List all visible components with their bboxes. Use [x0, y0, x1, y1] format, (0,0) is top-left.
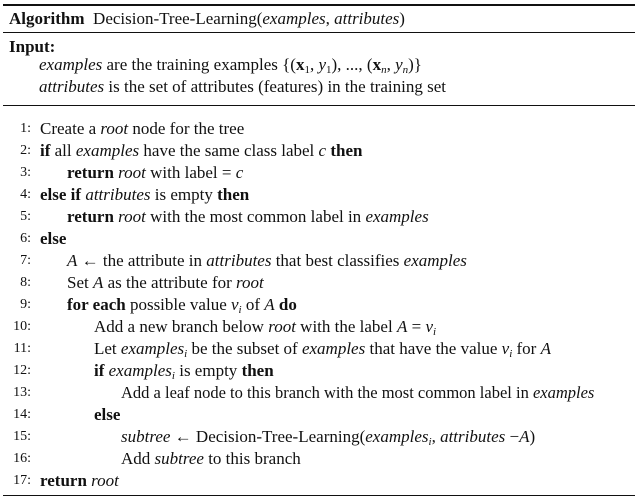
- t: all: [50, 141, 76, 160]
- t: to this branch: [203, 449, 301, 468]
- line-number: 4:: [20, 187, 31, 202]
- t: is empty: [150, 185, 218, 204]
- t: with label =: [145, 163, 236, 182]
- algo-line-13: [3, 383, 635, 405]
- t: A: [396, 317, 408, 336]
- t: c: [318, 141, 327, 160]
- t: =: [407, 317, 426, 336]
- algo-line-7: [3, 251, 635, 273]
- math-close: )}: [408, 55, 422, 74]
- t: of: [241, 295, 265, 314]
- t: Add: [121, 449, 155, 468]
- line-text: [121, 449, 301, 469]
- t: Add a leaf node to this branch with the most common label in: [121, 383, 533, 402]
- t: ): [529, 427, 536, 446]
- algorithm-label: Algorithm: [9, 9, 85, 28]
- algo-line-17: [3, 471, 635, 493]
- math-sub: 1: [326, 64, 332, 76]
- t: v: [231, 295, 239, 314]
- line-text: [40, 119, 244, 139]
- input-text: is the set of attributes (features) in the training set: [104, 77, 446, 96]
- keyword: then: [217, 185, 250, 204]
- t: subtree: [121, 427, 171, 446]
- algo-line-3: [3, 163, 635, 185]
- line-number: 17:: [13, 473, 31, 488]
- algo-line-2: [3, 141, 635, 163]
- line-text: [67, 295, 297, 316]
- algo-line-12: [3, 361, 635, 383]
- t: examples: [403, 251, 467, 270]
- line-text: [94, 405, 120, 425]
- t: Create a: [40, 119, 101, 138]
- t: examples: [301, 339, 366, 358]
- line-number: 8:: [20, 275, 31, 290]
- t: Let: [94, 339, 121, 358]
- line-number: 1:: [20, 121, 31, 136]
- input-line-attributes: [39, 77, 446, 97]
- line-text: [40, 471, 119, 491]
- line-number: 5:: [20, 209, 31, 224]
- algo-line-15: [3, 427, 635, 449]
- t: attributes: [85, 185, 151, 204]
- math-x: x: [372, 55, 382, 74]
- math-open: {(: [282, 55, 296, 74]
- t: as the attribute for: [103, 273, 237, 292]
- keyword: for each: [67, 295, 126, 314]
- t: that best classifies: [271, 251, 404, 270]
- keyword: then: [241, 361, 274, 380]
- t: examples: [120, 339, 185, 358]
- math-y: y: [395, 55, 403, 74]
- t: root: [91, 471, 119, 490]
- line-number: 3:: [20, 165, 31, 180]
- t: possible value: [125, 295, 231, 314]
- input-heading: Input:: [9, 37, 56, 56]
- t: i: [171, 370, 175, 382]
- math-y: y: [318, 55, 326, 74]
- keyword: return: [67, 207, 114, 226]
- line-number: 12:: [13, 363, 31, 378]
- t: that have the value: [365, 339, 502, 358]
- top-rule: [3, 4, 635, 6]
- keyword: else if: [40, 185, 82, 204]
- t: for: [512, 339, 541, 358]
- algo-line-1: [3, 119, 635, 141]
- t: examples: [365, 207, 429, 226]
- line-number: 9:: [20, 297, 31, 312]
- t: have the same class label: [139, 141, 319, 160]
- algorithm-name: Decision-Tree-Learning(: [93, 9, 263, 28]
- t: examples: [365, 427, 429, 446]
- t: v: [501, 339, 510, 358]
- line-number: 10:: [13, 319, 31, 334]
- line-text: [67, 273, 264, 293]
- line-text: [67, 251, 467, 271]
- algo-line-8: [3, 273, 635, 295]
- keyword: return: [67, 163, 114, 182]
- math-sub: n: [381, 64, 387, 76]
- algo-line-5: [3, 207, 635, 229]
- t: A: [519, 427, 530, 446]
- algo-line-11: [3, 339, 635, 361]
- t: root: [118, 207, 146, 226]
- t: examples: [532, 383, 595, 402]
- t: ← Decision-Tree-Learning(: [170, 427, 366, 446]
- algo-line-14: [3, 405, 635, 427]
- math-x: x: [295, 55, 305, 74]
- arg-separator: ,: [325, 9, 335, 28]
- keyword: do: [274, 295, 297, 314]
- input-rule: [3, 105, 635, 106]
- algo-line-4: [3, 185, 635, 207]
- t: with the label: [295, 317, 397, 336]
- algorithm-arg-attributes: attributes: [334, 9, 400, 28]
- keyword: if: [94, 361, 105, 380]
- input-text: are the training examples: [102, 55, 283, 74]
- algo-line-16: [3, 449, 635, 471]
- t: examples: [75, 141, 140, 160]
- line-number: 13:: [13, 385, 31, 400]
- line-text: [67, 163, 243, 183]
- t: Add a new branch below: [94, 317, 269, 336]
- t: attributes: [206, 251, 272, 270]
- bottom-rule: [3, 495, 635, 496]
- t: A: [540, 339, 551, 358]
- line-number: 16:: [13, 451, 31, 466]
- t: attributes: [440, 427, 506, 446]
- t: i: [428, 436, 432, 448]
- t: examples: [108, 361, 172, 380]
- line-number: 11:: [13, 341, 31, 356]
- keyword: else: [94, 405, 121, 424]
- t: A: [264, 295, 275, 314]
- algorithm-title: [9, 9, 405, 29]
- line-text: [40, 185, 249, 205]
- t: A: [92, 273, 104, 292]
- t: A: [67, 251, 78, 270]
- keyword: else: [40, 229, 67, 248]
- input-term: examples: [39, 55, 103, 74]
- math-mid: ), ..., (: [331, 55, 373, 74]
- math-sub: n: [402, 64, 409, 76]
- t: v: [425, 317, 433, 336]
- math-sub: 1: [304, 64, 310, 76]
- title-close-paren: ): [399, 9, 405, 28]
- t: is empty: [174, 361, 242, 380]
- t: with the most common label in: [145, 207, 366, 226]
- algorithm-arg-examples: examples: [262, 9, 326, 28]
- t: i: [509, 348, 513, 360]
- input-term: attributes: [39, 77, 105, 96]
- line-text: [40, 141, 362, 161]
- t: root: [236, 273, 264, 292]
- algo-line-6: [3, 229, 635, 251]
- algo-line-9: [3, 295, 635, 317]
- keyword: if: [40, 141, 51, 160]
- title-rule: [3, 32, 635, 33]
- line-text: [67, 207, 429, 227]
- line-text: [94, 339, 551, 360]
- line-text: [94, 361, 274, 382]
- t: node for the tree: [128, 119, 245, 138]
- t: −: [505, 427, 520, 446]
- line-text: [40, 229, 66, 249]
- line-text: [94, 317, 436, 338]
- keyword: return: [40, 471, 87, 490]
- line-number: 6:: [20, 231, 31, 246]
- t: ← the attribute in: [77, 251, 207, 270]
- math-comma: ,: [309, 55, 319, 74]
- t: subtree: [154, 449, 204, 468]
- line-number: 7:: [20, 253, 31, 268]
- t: i: [184, 348, 188, 360]
- t: Set: [67, 273, 93, 292]
- t: ,: [431, 427, 441, 446]
- line-text: [121, 427, 535, 448]
- t: i: [238, 304, 242, 316]
- input-line-examples: [39, 55, 422, 76]
- algo-line-10: [3, 317, 635, 339]
- t: root: [100, 119, 129, 138]
- math-comma: ,: [386, 55, 396, 74]
- line-text: [121, 383, 594, 403]
- t: root: [268, 317, 296, 336]
- line-number: 14:: [13, 407, 31, 422]
- t: i: [432, 326, 437, 338]
- t: be the subset of: [187, 339, 302, 358]
- t: root: [118, 163, 146, 182]
- keyword: then: [326, 141, 363, 160]
- t: c: [235, 163, 244, 182]
- line-number: 15:: [13, 429, 31, 444]
- line-number: 2:: [20, 143, 31, 158]
